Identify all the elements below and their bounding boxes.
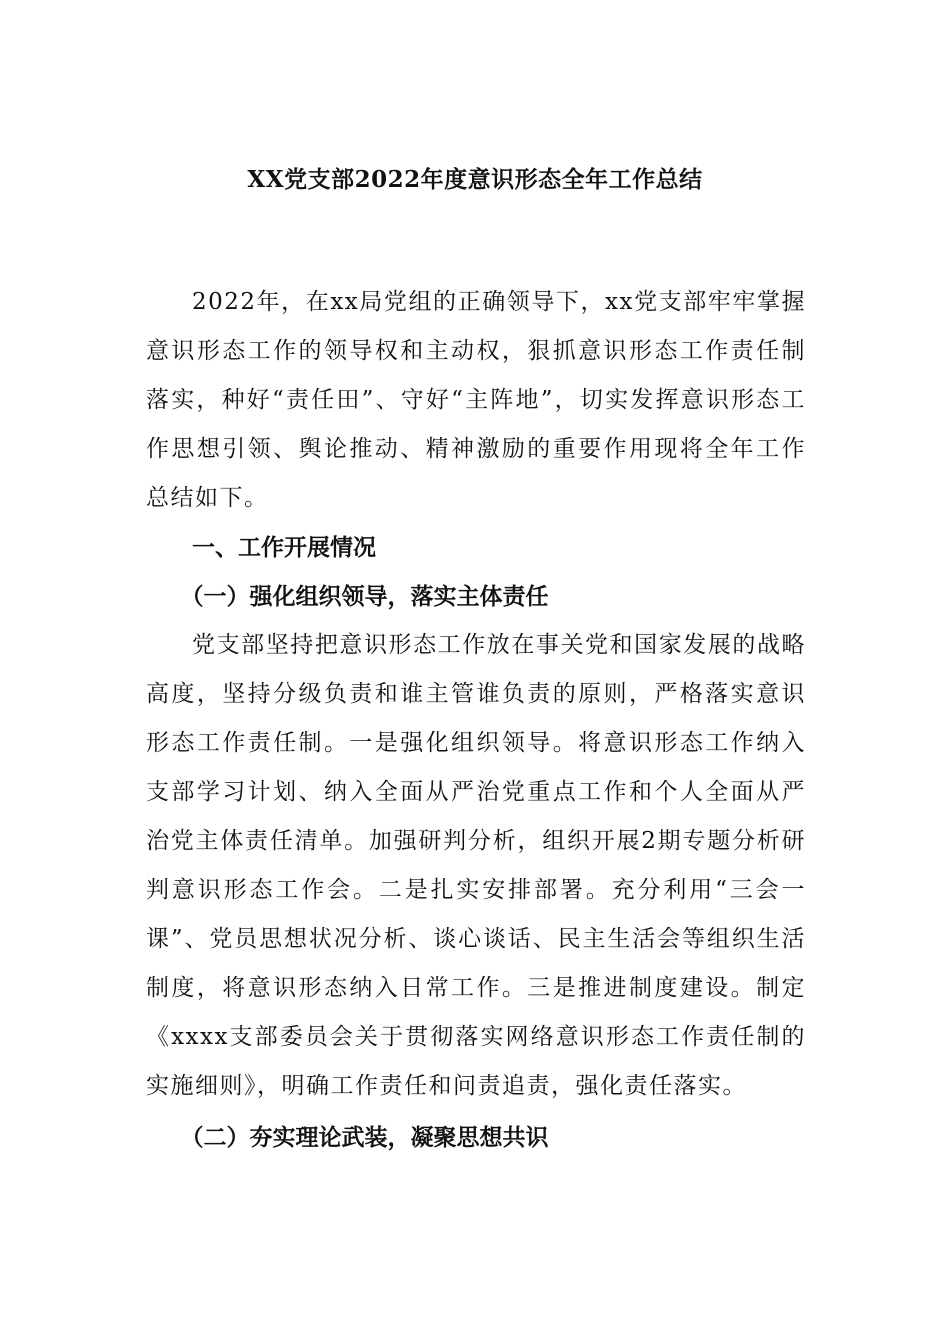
subsection-heading-2: （二）夯实理论武装，凝聚思想共识 [180,1124,549,1151]
document-title: XX党支部2022年度意识形态全年工作总结 [247,166,703,193]
intro-paragraph: 2022年，在xx局党组的正确领导下，xx党支部牢牢掌握意识形态工作的领导权和主动权，狠抓意识形态工作责任制落实，种好“责任田”、守好“主阵地”，切实发挥意识形态工作思想引领、舆论推动、精神激励的重要作用现将全年工作总结如下。 [146,289,806,511]
subsection-1-paragraph: 党支部坚持把意识形态工作放在事关党和国家发展的战略高度，坚持分级负责和谁主管谁负责的原则，严格落实意识形态工作责任制。一是强化组织领导。将意识形态工作纳入支部学习计划、纳入全面从严治党重点工作和个人全面从严治党主体责任清单。加强研判分析，组织开展2期专题分析研判意识形态工作会。二是扎实安排部署。充分利用“三会一课”、党员思想状况分析、谈心谈话、民主生活会等组织生活制度，将意识形态纳入日常工作。三是推进制度建设。制定《xxxx支部委员会关于贯彻落实网络意识形态工作责任制的实施细则》，明确工作责任和问责追责，强化责任落实。 [146,632,806,1099]
document-body [146,278,806,1162]
subsection-heading-1: （一）强化组织领导，落实主体责任 [180,583,549,610]
section-heading-1: 一、工作开展情况 [192,534,376,561]
